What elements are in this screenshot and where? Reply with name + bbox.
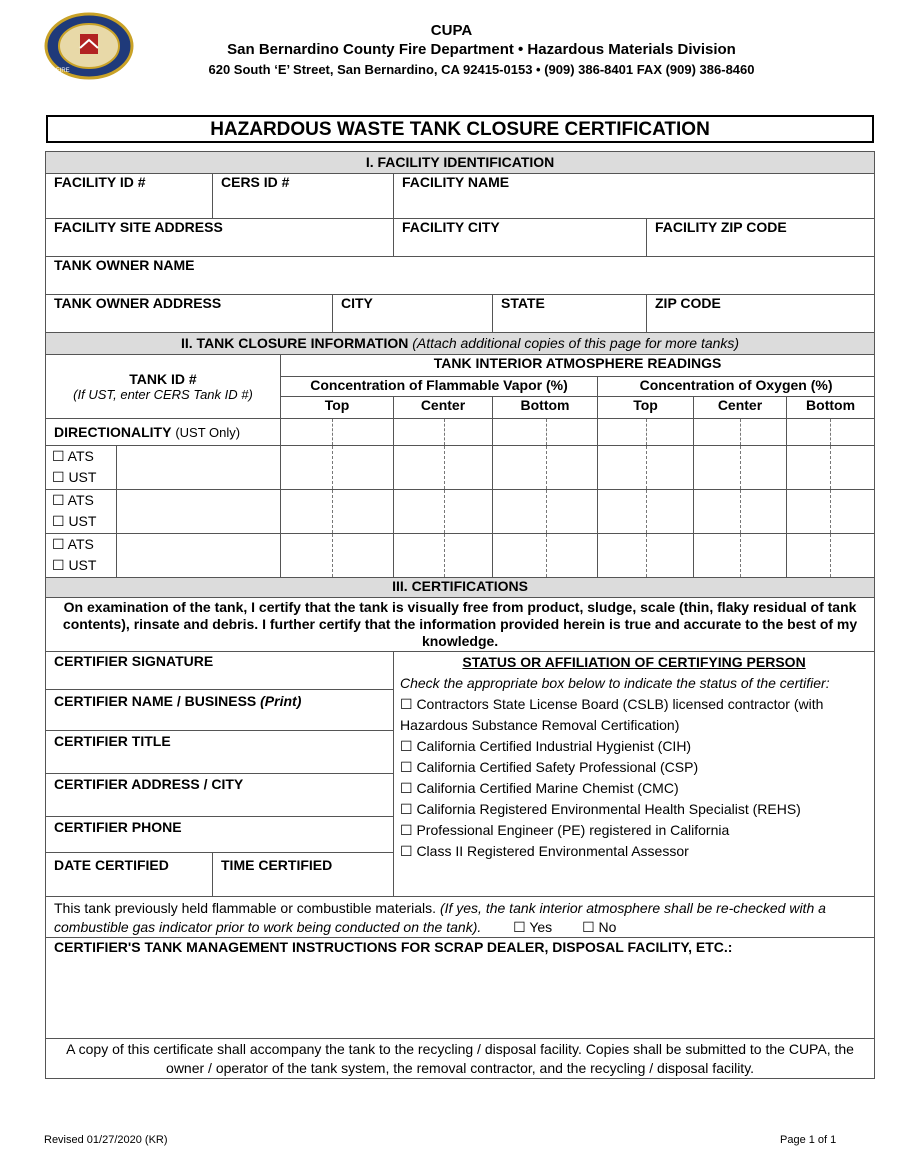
agency-name: CUPA [430, 22, 473, 39]
flammable-no-checkbox[interactable]: ☐ No [582, 919, 617, 935]
status-option-rea[interactable]: ☐ Class II Registered Environmental Assessor [400, 843, 689, 859]
reading-cell[interactable] [493, 446, 547, 490]
section-facility-identification: I. FACILITY IDENTIFICATION [46, 152, 875, 174]
reading-cell[interactable] [831, 490, 875, 534]
certification-statement: On examination of the tank, I certify that the tank is visually free from product, sludge, scale (thin, flaky residual of tank contents), rinsate and debris. I further certify that the information provided herein is true and accurate to the best of my knowledge. [46, 598, 875, 652]
oxygen-bottom-header: Bottom [787, 397, 875, 419]
status-instructions: Check the appropriate box below to indicate the status of the certifier: [400, 675, 830, 691]
reading-cell[interactable] [647, 446, 694, 490]
certifier-name-business-label: CERTIFIER NAME / BUSINESS [54, 693, 257, 709]
section-2-heading: II. TANK CLOSURE INFORMATION [181, 335, 409, 351]
print-note: (Print) [260, 693, 302, 709]
facility-name-field[interactable] [394, 174, 875, 219]
facility-zip-field[interactable] [647, 219, 875, 257]
directionality-label [46, 419, 281, 446]
reading-cell[interactable] [647, 534, 694, 578]
certifier-phone-label: CERTIFIER PHONE [54, 819, 182, 835]
owner-city-field[interactable] [333, 295, 493, 333]
time-certified-label: TIME CERTIFIED [221, 857, 333, 873]
facility-id-field[interactable] [46, 174, 213, 219]
ats-checkbox[interactable]: ☐ ATS [52, 492, 94, 508]
reading-cell[interactable] [831, 534, 875, 578]
section-tank-closure-information [46, 333, 875, 355]
tank-type-checkboxes [46, 446, 117, 490]
reading-cell[interactable] [694, 534, 741, 578]
reading-cell[interactable] [547, 490, 598, 534]
directionality-cell[interactable] [598, 419, 647, 446]
flammable-question-text: This tank previously held flammable or combustible materials. [54, 900, 437, 916]
reading-cell[interactable] [493, 490, 547, 534]
reading-cell[interactable] [281, 446, 333, 490]
date-certified-label: DATE CERTIFIED [54, 857, 169, 873]
reading-cell[interactable] [445, 490, 493, 534]
facility-site-address-field[interactable] [46, 219, 394, 257]
reading-cell[interactable] [694, 490, 741, 534]
reading-cell[interactable] [694, 446, 741, 490]
status-option-cmc[interactable]: ☐ California Certified Marine Chemist (CMC) [400, 780, 679, 796]
flammable-top-header: Top [281, 397, 394, 419]
certifier-name-business-field[interactable] [46, 690, 394, 731]
flammable-question-note: (If yes, the tank interior atmosphere shall be re-checked with a combustible gas indicator prior to work being conducted on the tank). [54, 900, 826, 935]
directionality-cell[interactable] [394, 419, 445, 446]
reading-cell[interactable] [741, 490, 787, 534]
reading-cell[interactable] [445, 446, 493, 490]
date-certified-field[interactable] [46, 853, 213, 897]
status-options-list [400, 694, 868, 862]
directionality-cell[interactable] [741, 419, 787, 446]
status-option-cih[interactable]: ☐ California Certified Industrial Hygienist (CIH) [400, 738, 692, 754]
tank-owner-name-field[interactable] [46, 257, 875, 295]
flammable-center-header: Center [394, 397, 493, 419]
tank-id-input[interactable] [117, 490, 281, 534]
reading-cell[interactable] [547, 446, 598, 490]
facility-city-field[interactable] [394, 219, 647, 257]
oxygen-center-header: Center [694, 397, 787, 419]
certifier-phone-field[interactable] [46, 817, 394, 853]
ust-checkbox[interactable]: ☐ UST [52, 513, 97, 529]
certifier-address-city-label: CERTIFIER ADDRESS / CITY [54, 776, 244, 792]
certifier-title-field[interactable] [46, 731, 394, 774]
tank-id-header [46, 355, 281, 419]
directionality-cell[interactable] [787, 419, 831, 446]
section-certifications: III. CERTIFICATIONS [46, 578, 875, 598]
status-heading: STATUS OR AFFILIATION OF CERTIFYING PERSON [462, 654, 806, 670]
facility-id-label: FACILITY ID # [54, 174, 146, 190]
oxygen-header: Concentration of Oxygen (%) [598, 377, 875, 397]
certifier-title-label: CERTIFIER TITLE [54, 733, 171, 749]
certifier-address-city-field[interactable] [46, 774, 394, 817]
directionality-bold: DIRECTIONALITY [54, 424, 172, 440]
directionality-cell[interactable] [647, 419, 694, 446]
directionality-cell[interactable] [694, 419, 741, 446]
tank-owner-address-label: TANK OWNER ADDRESS [54, 295, 222, 311]
oxygen-top-header: Top [598, 397, 694, 419]
ust-checkbox[interactable]: ☐ UST [52, 469, 97, 485]
page-number: Page 1 of 1 [780, 1134, 837, 1146]
owner-zip-label: ZIP CODE [655, 295, 721, 311]
form-title: HAZARDOUS WASTE TANK CLOSURE CERTIFICATION [46, 115, 874, 143]
directionality-cell[interactable] [831, 419, 875, 446]
tank-owner-address-field[interactable] [46, 295, 333, 333]
tank-id-input[interactable] [117, 534, 281, 578]
svg-text:FIRE: FIRE [56, 68, 70, 74]
tank-row [46, 446, 875, 490]
directionality-cell[interactable] [445, 419, 493, 446]
revision-date: Revised 01/27/2020 (KR) [44, 1134, 168, 1146]
tank-type-checkboxes [46, 490, 117, 534]
reading-cell[interactable] [394, 490, 445, 534]
directionality-note: (UST Only) [175, 425, 241, 440]
reading-cell[interactable] [598, 534, 647, 578]
tank-row [46, 490, 875, 534]
facility-zip-label: FACILITY ZIP CODE [655, 219, 787, 235]
department-address: 620 South ‘E’ Street, San Bernardino, CA 92415-0153 • (909) 386-8401 FAX (909) 386-8460 [208, 62, 755, 77]
reading-cell[interactable] [547, 534, 598, 578]
ust-checkbox[interactable]: ☐ UST [52, 557, 97, 573]
flammable-vapor-header: Concentration of Flammable Vapor (%) [281, 377, 598, 397]
reading-cell[interactable] [281, 490, 333, 534]
reading-cell[interactable] [493, 534, 547, 578]
tank-row [46, 534, 875, 578]
owner-state-label: STATE [501, 295, 545, 311]
cers-id-label: CERS ID # [221, 174, 290, 190]
reading-cell[interactable] [333, 490, 394, 534]
reading-cell[interactable] [333, 534, 394, 578]
status-option-csp[interactable]: ☐ California Certified Safety Professional (CSP) [400, 759, 699, 775]
certifier-signature-label: CERTIFIER SIGNATURE [54, 653, 214, 669]
tank-owner-name-label: TANK OWNER NAME [54, 257, 195, 273]
reading-cell[interactable] [741, 534, 787, 578]
cers-id-field[interactable] [213, 174, 394, 219]
atmosphere-readings-header: TANK INTERIOR ATMOSPHERE READINGS [281, 355, 875, 377]
reading-cell[interactable] [598, 446, 647, 490]
flammable-yes-checkbox[interactable]: ☐ Yes [513, 919, 553, 935]
reading-cell[interactable] [333, 446, 394, 490]
directionality-cell[interactable] [333, 419, 394, 446]
facility-name-label: FACILITY NAME [402, 174, 510, 190]
certifier-signature-field[interactable] [46, 652, 394, 690]
ats-checkbox[interactable]: ☐ ATS [52, 448, 94, 464]
closure-form-table [45, 151, 875, 1079]
flammable-bottom-header: Bottom [493, 397, 598, 419]
reading-cell[interactable] [647, 490, 694, 534]
reading-cell[interactable] [831, 446, 875, 490]
tank-management-instructions-field[interactable] [46, 938, 875, 1039]
tank-id-input[interactable] [117, 446, 281, 490]
copy-notice: A copy of this certificate shall accompany the tank to the recycling / disposal facility. Copies shall be submitted to the CUPA, the owner / operator of the tank system, the removal contractor, and the recycling / disposal facility. [46, 1039, 875, 1079]
reading-cell[interactable] [787, 446, 831, 490]
tank-id-note: (If UST, enter CERS Tank ID #) [73, 386, 253, 402]
reading-cell[interactable] [787, 490, 831, 534]
reading-cell[interactable] [741, 446, 787, 490]
owner-zip-field[interactable] [647, 295, 875, 333]
reading-cell[interactable] [598, 490, 647, 534]
status-option-rehs[interactable]: ☐ California Registered Environmental Health Specialist (REHS) [400, 801, 801, 817]
time-certified-field[interactable] [213, 853, 394, 897]
reading-cell[interactable] [281, 534, 333, 578]
tank-type-checkboxes [46, 534, 117, 578]
section-2-note: (Attach additional copies of this page for more tanks) [412, 335, 740, 351]
tank-management-instructions-label: CERTIFIER'S TANK MANAGEMENT INSTRUCTIONS FOR SCRAP DEALER, DISPOSAL FACILITY, ETC.: [54, 939, 733, 955]
facility-city-label: FACILITY CITY [402, 219, 500, 235]
ats-checkbox[interactable]: ☐ ATS [52, 536, 94, 552]
reading-cell[interactable] [394, 446, 445, 490]
directionality-cell[interactable] [493, 419, 547, 446]
flammable-materials-question [46, 897, 875, 938]
directionality-cell[interactable] [547, 419, 598, 446]
facility-site-address-label: FACILITY SITE ADDRESS [54, 219, 223, 235]
tank-id-label: TANK ID # [129, 370, 197, 387]
status-option-pe[interactable]: ☐ Professional Engineer (PE) registered in California [400, 822, 730, 838]
department-name: San Bernardino County Fire Department • Hazardous Materials Division [227, 41, 736, 58]
reading-cell[interactable] [445, 534, 493, 578]
owner-city-label: CITY [341, 295, 373, 311]
directionality-cell[interactable] [281, 419, 333, 446]
owner-state-field[interactable] [493, 295, 647, 333]
reading-cell[interactable] [394, 534, 445, 578]
reading-cell[interactable] [787, 534, 831, 578]
certifier-status-panel [394, 652, 875, 897]
status-option-cslb[interactable]: ☐ Contractors State License Board (CSLB) licensed contractor (with Hazardous Substance Removal Certification) [400, 696, 824, 733]
